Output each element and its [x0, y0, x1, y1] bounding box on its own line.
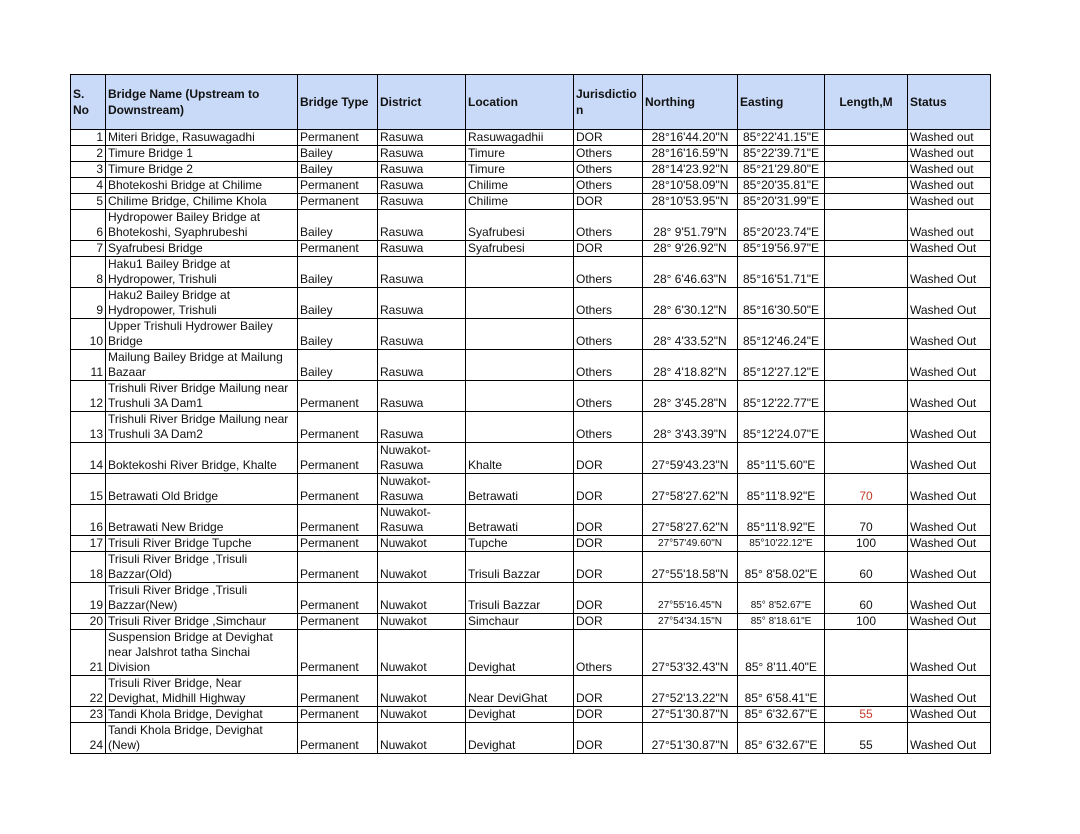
cell-jurisdiction: Others: [574, 146, 643, 162]
cell-location: Devighat: [466, 723, 574, 754]
cell-northing: 28° 3'43.39"N: [643, 412, 738, 443]
header-length: Length,M: [825, 75, 908, 130]
cell-bridge-name: Tandi Khola Bridge, Devighat (New): [106, 723, 298, 754]
cell-northing: 28° 9'51.79"N: [643, 210, 738, 241]
cell-status: Washed Out: [908, 614, 991, 630]
cell-easting: 85°19'56.97"E: [738, 241, 825, 257]
cell-district: Rasuwa: [378, 257, 466, 288]
cell-district: Nuwakot: [378, 723, 466, 754]
cell-jurisdiction: Others: [574, 350, 643, 381]
cell-bridge-type: Permanent: [298, 583, 378, 614]
cell-location: Syafrubesi: [466, 241, 574, 257]
cell-length: [825, 443, 908, 474]
cell-bridge-type: Permanent: [298, 474, 378, 505]
cell-district: Nuwakot: [378, 536, 466, 552]
cell-district: Nuwakot: [378, 583, 466, 614]
cell-northing: 28° 9'26.92"N: [643, 241, 738, 257]
cell-jurisdiction: DOR: [574, 194, 643, 210]
cell-district: Rasuwa: [378, 288, 466, 319]
cell-bridge-name: Syafrubesi Bridge: [106, 241, 298, 257]
cell-jurisdiction: DOR: [574, 443, 643, 474]
header-bridge-type: Bridge Type: [298, 75, 378, 130]
cell-bridge-name: Trisuli River Bridge ,Trisuli Bazzar(New): [106, 583, 298, 614]
cell-easting: 85°11'8.92"E: [738, 505, 825, 536]
cell-jurisdiction: Others: [574, 257, 643, 288]
cell-length: [825, 210, 908, 241]
cell-jurisdiction: DOR: [574, 583, 643, 614]
cell-length: [825, 257, 908, 288]
cell-sno: 21: [71, 630, 106, 676]
table-row: [71, 474, 991, 505]
cell-location: [466, 257, 574, 288]
bridge-table: [70, 74, 991, 754]
cell-easting: 85° 8'52.67"E: [738, 583, 825, 614]
cell-location: [466, 288, 574, 319]
cell-status: Washed Out: [908, 350, 991, 381]
cell-northing: 28°10'53.95"N: [643, 194, 738, 210]
cell-length: [825, 676, 908, 707]
cell-northing: 28°16'16.59"N: [643, 146, 738, 162]
cell-location: Timure: [466, 162, 574, 178]
cell-easting: 85° 6'32.67"E: [738, 707, 825, 723]
cell-length: [825, 412, 908, 443]
cell-bridge-type: Permanent: [298, 130, 378, 146]
cell-bridge-type: Bailey: [298, 210, 378, 241]
cell-length: 55: [825, 723, 908, 754]
cell-jurisdiction: DOR: [574, 130, 643, 146]
cell-easting: 85°12'24.07"E: [738, 412, 825, 443]
cell-jurisdiction: Others: [574, 210, 643, 241]
cell-sno: 11: [71, 350, 106, 381]
cell-status: Washed Out: [908, 505, 991, 536]
cell-location: Syafrubesi: [466, 210, 574, 241]
cell-jurisdiction: DOR: [574, 536, 643, 552]
cell-bridge-name: Haku1 Bailey Bridge at Hydropower, Trishuli: [106, 257, 298, 288]
cell-bridge-type: Bailey: [298, 288, 378, 319]
cell-bridge-type: Permanent: [298, 614, 378, 630]
cell-easting: 85° 6'32.67"E: [738, 723, 825, 754]
cell-northing: 28°16'44.20"N: [643, 130, 738, 146]
cell-northing: 28° 4'33.52"N: [643, 319, 738, 350]
cell-status: Washed Out: [908, 257, 991, 288]
cell-northing: 27°54'34.15"N: [643, 614, 738, 630]
cell-length: [825, 319, 908, 350]
table-row: [71, 381, 991, 412]
cell-bridge-name: Timure Bridge 2: [106, 162, 298, 178]
cell-easting: 85°12'27.12"E: [738, 350, 825, 381]
header-northing: Northing: [643, 75, 738, 130]
cell-jurisdiction: DOR: [574, 241, 643, 257]
cell-sno: 5: [71, 194, 106, 210]
cell-district: Rasuwa: [378, 178, 466, 194]
cell-bridge-type: Permanent: [298, 381, 378, 412]
cell-sno: 24: [71, 723, 106, 754]
header-bridge-name: Bridge Name (Upstream to Downstream): [106, 75, 298, 130]
cell-sno: 4: [71, 178, 106, 194]
cell-bridge-type: Permanent: [298, 412, 378, 443]
table-row: [71, 194, 991, 210]
cell-easting: 85°11'8.92"E: [738, 474, 825, 505]
table-row: [71, 257, 991, 288]
cell-easting: 85°20'35.81"E: [738, 178, 825, 194]
cell-bridge-name: Timure Bridge 1: [106, 146, 298, 162]
cell-sno: 10: [71, 319, 106, 350]
cell-easting: 85°20'31.99"E: [738, 194, 825, 210]
cell-jurisdiction: DOR: [574, 474, 643, 505]
cell-status: Washed Out: [908, 474, 991, 505]
cell-location: Betrawati: [466, 505, 574, 536]
cell-sno: 19: [71, 583, 106, 614]
cell-bridge-name: Trisuli River Bridge ,Trisuli Bazzar(Old): [106, 552, 298, 583]
table-row: [71, 443, 991, 474]
cell-sno: 2: [71, 146, 106, 162]
cell-bridge-name: Chilime Bridge, Chilime Khola: [106, 194, 298, 210]
table-row: [71, 505, 991, 536]
cell-length: 100: [825, 614, 908, 630]
cell-bridge-name: Hydropower Bailey Bridge at Bhotekoshi, Syaphrubeshi: [106, 210, 298, 241]
cell-jurisdiction: DOR: [574, 707, 643, 723]
cell-location: Near DeviGhat: [466, 676, 574, 707]
cell-location: Rasuwagadhii: [466, 130, 574, 146]
cell-bridge-name: Trisuli River Bridge ,Simchaur: [106, 614, 298, 630]
cell-length: [825, 194, 908, 210]
cell-location: Chilime: [466, 178, 574, 194]
cell-status: Washed out: [908, 210, 991, 241]
cell-easting: 85°12'22.77"E: [738, 381, 825, 412]
cell-location: Simchaur: [466, 614, 574, 630]
cell-location: Devighat: [466, 707, 574, 723]
cell-location: Devighat: [466, 630, 574, 676]
cell-jurisdiction: Others: [574, 178, 643, 194]
cell-length: 55: [825, 707, 908, 723]
cell-length: [825, 288, 908, 319]
cell-bridge-type: Permanent: [298, 723, 378, 754]
cell-status: Washed out: [908, 194, 991, 210]
cell-bridge-type: Permanent: [298, 194, 378, 210]
cell-length: 70: [825, 505, 908, 536]
cell-sno: 12: [71, 381, 106, 412]
cell-sno: 8: [71, 257, 106, 288]
cell-northing: 28° 6'46.63"N: [643, 257, 738, 288]
cell-sno: 9: [71, 288, 106, 319]
cell-jurisdiction: Others: [574, 319, 643, 350]
cell-location: Timure: [466, 146, 574, 162]
cell-status: Washed Out: [908, 412, 991, 443]
cell-northing: 27°59'43.23"N: [643, 443, 738, 474]
cell-status: Washed Out: [908, 723, 991, 754]
cell-sno: 6: [71, 210, 106, 241]
header-row: [71, 75, 991, 130]
cell-northing: 27°51'30.87"N: [643, 707, 738, 723]
cell-jurisdiction: DOR: [574, 505, 643, 536]
cell-status: Washed Out: [908, 443, 991, 474]
cell-status: Washed Out: [908, 319, 991, 350]
table-row: [71, 723, 991, 754]
cell-location: [466, 350, 574, 381]
header-easting: Easting: [738, 75, 825, 130]
cell-northing: 27°55'18.58"N: [643, 552, 738, 583]
table-row: [71, 162, 991, 178]
table-row: [71, 614, 991, 630]
cell-bridge-name: Bhotekoshi Bridge at Chilime: [106, 178, 298, 194]
cell-sno: 13: [71, 412, 106, 443]
cell-easting: 85°16'51.71"E: [738, 257, 825, 288]
cell-status: Washed Out: [908, 381, 991, 412]
cell-status: Washed out: [908, 178, 991, 194]
cell-length: [825, 146, 908, 162]
cell-bridge-type: Bailey: [298, 350, 378, 381]
table-row: [71, 583, 991, 614]
cell-sno: 15: [71, 474, 106, 505]
header-district: District: [378, 75, 466, 130]
header-sno: S. No: [71, 75, 106, 130]
cell-northing: 28°14'23.92"N: [643, 162, 738, 178]
cell-sno: 23: [71, 707, 106, 723]
cell-easting: 85°22'39.71"E: [738, 146, 825, 162]
cell-jurisdiction: Others: [574, 412, 643, 443]
cell-district: Nuwakot-Rasuwa: [378, 443, 466, 474]
cell-sno: 16: [71, 505, 106, 536]
cell-district: Nuwakot: [378, 676, 466, 707]
cell-district: Rasuwa: [378, 381, 466, 412]
table-row: [71, 319, 991, 350]
cell-bridge-type: Permanent: [298, 505, 378, 536]
cell-length: 100: [825, 536, 908, 552]
table-row: [71, 630, 991, 676]
cell-status: Washed Out: [908, 707, 991, 723]
cell-sno: 3: [71, 162, 106, 178]
cell-status: Washed Out: [908, 676, 991, 707]
cell-bridge-name: Suspension Bridge at Devighat near Jalshrot tatha Sinchai Division: [106, 630, 298, 676]
cell-district: Nuwakot-Rasuwa: [378, 474, 466, 505]
cell-northing: 27°58'27.62"N: [643, 474, 738, 505]
table-row: [71, 130, 991, 146]
cell-sno: 22: [71, 676, 106, 707]
cell-easting: 85° 6'58.41"E: [738, 676, 825, 707]
cell-status: Washed Out: [908, 630, 991, 676]
header-location: Location: [466, 75, 574, 130]
cell-district: Rasuwa: [378, 194, 466, 210]
cell-sno: 18: [71, 552, 106, 583]
cell-status: Washed Out: [908, 288, 991, 319]
cell-district: Rasuwa: [378, 130, 466, 146]
cell-length: 60: [825, 552, 908, 583]
cell-district: Nuwakot: [378, 707, 466, 723]
cell-bridge-name: Upper Trishuli Hydrower Bailey Bridge: [106, 319, 298, 350]
cell-location: Trisuli Bazzar: [466, 583, 574, 614]
table-row: [71, 210, 991, 241]
cell-easting: 85°21'29.80"E: [738, 162, 825, 178]
cell-bridge-name: Betrawati Old Bridge: [106, 474, 298, 505]
cell-bridge-type: Permanent: [298, 536, 378, 552]
cell-bridge-type: Bailey: [298, 319, 378, 350]
cell-district: Nuwakot-Rasuwa: [378, 505, 466, 536]
cell-length: [825, 162, 908, 178]
cell-northing: 27°51'30.87"N: [643, 723, 738, 754]
cell-district: Rasuwa: [378, 412, 466, 443]
table-row: [71, 552, 991, 583]
cell-status: Washed Out: [908, 536, 991, 552]
cell-bridge-type: Permanent: [298, 630, 378, 676]
cell-bridge-type: Permanent: [298, 443, 378, 474]
cell-bridge-type: Permanent: [298, 707, 378, 723]
cell-bridge-type: Permanent: [298, 178, 378, 194]
cell-length: [825, 130, 908, 146]
cell-bridge-type: Permanent: [298, 241, 378, 257]
cell-easting: 85°20'23.74"E: [738, 210, 825, 241]
cell-jurisdiction: DOR: [574, 614, 643, 630]
cell-location: [466, 381, 574, 412]
cell-location: Khalte: [466, 443, 574, 474]
cell-bridge-name: Trisuli River Bridge Tupche: [106, 536, 298, 552]
cell-bridge-type: Bailey: [298, 257, 378, 288]
cell-northing: 27°58'27.62"N: [643, 505, 738, 536]
cell-easting: 85°11'5.60"E: [738, 443, 825, 474]
cell-bridge-name: Trishuli River Bridge Mailung near Trushuli 3A Dam1: [106, 381, 298, 412]
cell-district: Rasuwa: [378, 319, 466, 350]
table-row: [71, 146, 991, 162]
table-row: [71, 676, 991, 707]
cell-district: Nuwakot: [378, 552, 466, 583]
cell-jurisdiction: Others: [574, 288, 643, 319]
header-status: Status: [908, 75, 991, 130]
cell-location: Chilime: [466, 194, 574, 210]
cell-length: [825, 381, 908, 412]
cell-length: [825, 350, 908, 381]
cell-district: Rasuwa: [378, 162, 466, 178]
cell-status: Washed out: [908, 130, 991, 146]
cell-bridge-name: Betrawati New Bridge: [106, 505, 298, 536]
cell-location: Trisuli Bazzar: [466, 552, 574, 583]
cell-easting: 85° 8'58.02"E: [738, 552, 825, 583]
cell-status: Washed out: [908, 146, 991, 162]
cell-location: [466, 319, 574, 350]
cell-location: Tupche: [466, 536, 574, 552]
cell-easting: 85°16'30.50"E: [738, 288, 825, 319]
cell-jurisdiction: Others: [574, 381, 643, 412]
cell-district: Rasuwa: [378, 241, 466, 257]
cell-length: [825, 630, 908, 676]
cell-bridge-type: Permanent: [298, 552, 378, 583]
cell-easting: 85°10'22.12"E: [738, 536, 825, 552]
cell-sno: 20: [71, 614, 106, 630]
cell-northing: 28° 4'18.82"N: [643, 350, 738, 381]
cell-district: Rasuwa: [378, 350, 466, 381]
cell-easting: 85° 8'11.40"E: [738, 630, 825, 676]
cell-length: [825, 241, 908, 257]
cell-length: 70: [825, 474, 908, 505]
cell-jurisdiction: DOR: [574, 723, 643, 754]
cell-status: Washed out: [908, 162, 991, 178]
cell-sno: 14: [71, 443, 106, 474]
cell-bridge-name: Trisuli River Bridge, Near Devighat, Midhill Highway: [106, 676, 298, 707]
cell-jurisdiction: DOR: [574, 552, 643, 583]
cell-northing: 27°52'13.22"N: [643, 676, 738, 707]
cell-bridge-name: Haku2 Bailey Bridge at Hydropower, Trishuli: [106, 288, 298, 319]
table-row: [71, 536, 991, 552]
cell-northing: 28° 6'30.12"N: [643, 288, 738, 319]
cell-northing: 27°57'49.60"N: [643, 536, 738, 552]
table-row: [71, 350, 991, 381]
cell-jurisdiction: Others: [574, 162, 643, 178]
cell-northing: 27°53'32.43"N: [643, 630, 738, 676]
cell-bridge-name: Tandi Khola Bridge, Devighat: [106, 707, 298, 723]
table-body: [71, 130, 991, 754]
cell-district: Nuwakot: [378, 614, 466, 630]
table-row: [71, 178, 991, 194]
table-row: [71, 707, 991, 723]
cell-district: Rasuwa: [378, 146, 466, 162]
cell-easting: 85° 8'18.61"E: [738, 614, 825, 630]
cell-sno: 7: [71, 241, 106, 257]
cell-easting: 85°12'46.24"E: [738, 319, 825, 350]
cell-status: Washed Out: [908, 241, 991, 257]
cell-district: Rasuwa: [378, 210, 466, 241]
cell-bridge-type: Permanent: [298, 676, 378, 707]
table-row: [71, 412, 991, 443]
cell-bridge-type: Bailey: [298, 146, 378, 162]
cell-district: Nuwakot: [378, 630, 466, 676]
cell-northing: 27°55'16.45"N: [643, 583, 738, 614]
cell-jurisdiction: Others: [574, 630, 643, 676]
header-jurisdiction: Jurisdiction: [574, 75, 643, 130]
table-row: [71, 241, 991, 257]
cell-jurisdiction: DOR: [574, 676, 643, 707]
cell-bridge-type: Bailey: [298, 162, 378, 178]
cell-northing: 28° 3'45.28"N: [643, 381, 738, 412]
cell-status: Washed Out: [908, 552, 991, 583]
cell-length: 60: [825, 583, 908, 614]
cell-bridge-name: Boktekoshi River Bridge, Khalte: [106, 443, 298, 474]
cell-length: [825, 178, 908, 194]
cell-bridge-name: Trishuli River Bridge Mailung near Trushuli 3A Dam2: [106, 412, 298, 443]
cell-northing: 28°10'58.09"N: [643, 178, 738, 194]
cell-bridge-name: Miteri Bridge, Rasuwagadhi: [106, 130, 298, 146]
cell-status: Washed Out: [908, 583, 991, 614]
cell-sno: 1: [71, 130, 106, 146]
cell-location: Betrawati: [466, 474, 574, 505]
cell-location: [466, 412, 574, 443]
cell-easting: 85°22'41.15"E: [738, 130, 825, 146]
cell-sno: 17: [71, 536, 106, 552]
cell-bridge-name: Mailung Bailey Bridge at Mailung Bazaar: [106, 350, 298, 381]
table-row: [71, 288, 991, 319]
